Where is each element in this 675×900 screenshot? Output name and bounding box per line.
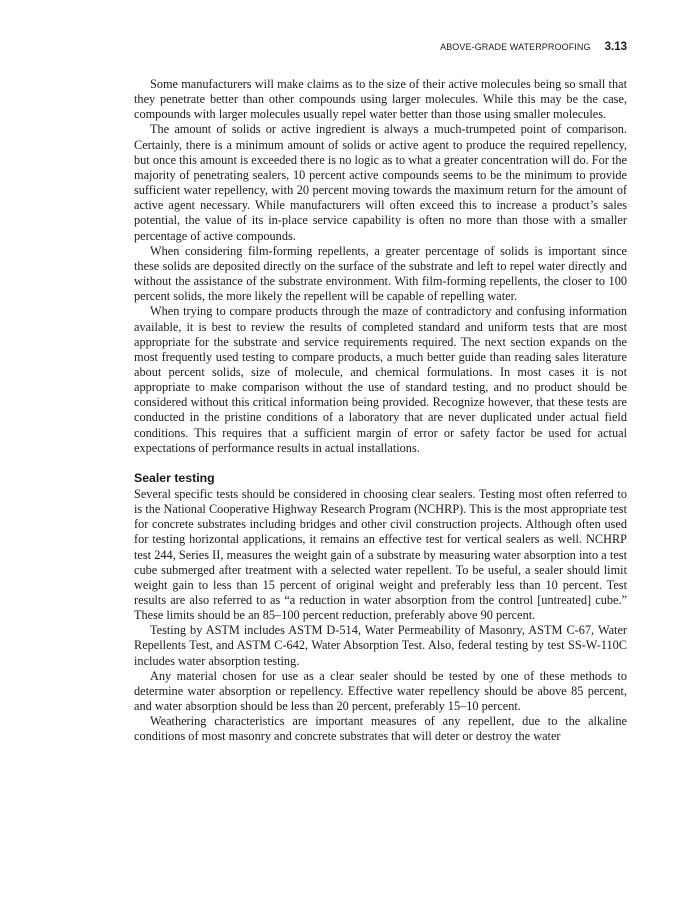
paragraph-molecule-size: Some manufacturers will make claims as to the size of their active molecules being so small that they penetrate better than other compounds using larger molecules. While this may be the case, compounds with larger molecules usually repel water better than those using smaller molecules. — [134, 77, 627, 122]
paragraph-astm-testing: Testing by ASTM includes ASTM D-514, Water Permeability of Masonry, ASTM C-67, Water Repellents Test, and ASTM C-642, Water Absorption Test. Also, federal testing by test SS-W-110C includes water absorption testing. — [134, 623, 627, 668]
paragraph-film-forming: When considering film-forming repellents, a greater percentage of solids is important since these solids are deposited directly on the surface of the substrate and left to repel water directly and without the assistance of the substrate environment. With film-forming repellents, the closer to 100 percent solids, the more likely the repellent will be capable of repelling water. — [134, 243, 627, 304]
document-page — [134, 0, 627, 900]
paragraph-comparing-products: When trying to compare products through the maze of contradictory and confusing information available, it is best to review the results of completed standard and uniform tests that are most appropriate for the substrate and service requirements required. The next section expands on the most frequently used testing to compare products, a much better guide than reading sales literature about percent solids, size of molecule, and chemical formulations. In most cases it is not appropriate to make comparison without the use of standard testing, and no product should be considered without this critical information being provided. Recognize however, that these tests are conducted in the pristine conditions of a laboratory that are never duplicated under actual field conditions. This requires that a sufficient margin of error or safety factor be used for actual expectations of performance results in actual installations. — [134, 304, 627, 455]
paragraph-nchrp-testing: Several specific tests should be considered in choosing clear sealers. Testing most often referred to is the National Cooperative Highway Research Program (NCHRP). This is the most appropriate test for concrete substrates including bridges and other civil construction projects. Although often used for testing horizontal applications, it remains an effective test for vertical sealers as well. NCHRP test 244, Series II, measures the weight gain of a substrate by measuring water absorption into a test cube submerged after treatment with a selected water repellent. To be useful, a sealer should limit weight gain to less than 15 percent of original weight and preferably less than 10 percent. Test results are also referred to as “a reduction in water absorption from the control [untreated] cube.” These limits should be an 85–100 percent reduction, preferably above 90 percent. — [134, 486, 627, 623]
body-text — [134, 77, 627, 745]
paragraph-weathering: Weathering characteristics are important measures of any repellent, due to the alkaline conditions of most masonry and concrete substrates that will deter or destroy the water — [134, 714, 627, 744]
paragraph-solids-amount: The amount of solids or active ingredient is always a much-trumpeted point of comparison. Certainly, there is a minimum amount of solids or active agent to produce the required repellency, but once this amount is exceeded there is no logic as to what a greater concentration will do. For the majority of penetrating sealers, 10 percent active compounds seems to be the minimum to provide sufficient water repellency, with 20 percent moving towards the maximum return for the amount of active agent necessary. While manufacturers will often exceed this to increase a product’s sales potential, the value of its in-place service capability is often no more than those with a smaller percentage of active compounds. — [134, 122, 627, 243]
page-number: 3.13 — [604, 41, 627, 53]
running-head — [440, 41, 627, 53]
section-heading: Sealer testing — [134, 470, 215, 485]
paragraph-clear-sealer-criteria: Any material chosen for use as a clear sealer should be tested by one of these methods to determine water absorption or repellency. Effective water repellency should be above 85 percent, and water absorption should be less than 20 percent, preferably 15–10 percent. — [134, 668, 627, 714]
running-head-title: ABOVE-GRADE WATERPROOFING — [440, 42, 591, 52]
